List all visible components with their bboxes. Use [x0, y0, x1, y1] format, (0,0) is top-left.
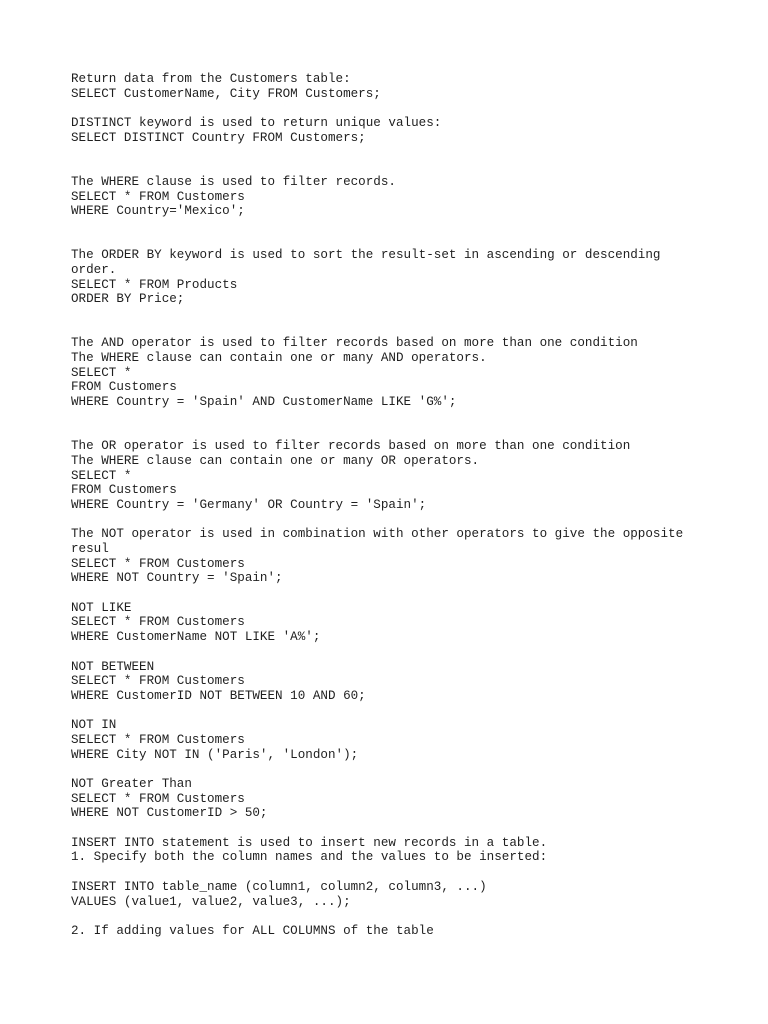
text-line: SELECT * FROM Products: [71, 277, 238, 292]
text-line: DISTINCT keyword is used to return unique values:: [71, 116, 442, 131]
blank-line: [71, 160, 751, 175]
text-line: NOT IN: [71, 718, 117, 733]
blank-line: [71, 645, 751, 660]
text-line: SELECT * FROM Customers: [71, 189, 245, 204]
blank-line: [71, 909, 751, 924]
blank-line: [71, 410, 751, 425]
text-line: order.: [71, 262, 117, 277]
text-line: WHERE Country = 'Germany' OR Country = 'Spain';: [71, 497, 427, 512]
text-line: SELECT * FROM Customers: [71, 732, 245, 747]
text-line: Return data from the Customers table:: [71, 72, 351, 86]
text-line: WHERE NOT Country = 'Spain';: [71, 571, 283, 586]
blank-line: [71, 865, 751, 880]
blank-line: [71, 307, 751, 322]
blank-line: [71, 322, 751, 337]
text-line: INSERT INTO table_name (column1, column2, column3, ...): [71, 879, 487, 894]
blank-line: [71, 762, 751, 777]
text-line: VALUES (value1, value2, value3, ...);: [71, 894, 351, 909]
text-line: SELECT * FROM Customers: [71, 674, 245, 689]
text-line: SELECT * FROM Customers: [71, 615, 245, 630]
text-line: SELECT *: [71, 468, 132, 483]
text-line: WHERE CustomerID NOT BETWEEN 10 AND 60;: [71, 688, 366, 703]
text-line: FROM Customers: [71, 483, 177, 498]
text-line: The NOT operator is used in combination with other operators to give the opposite: [71, 527, 684, 542]
blank-line: [71, 586, 751, 601]
text-line: SELECT *: [71, 365, 132, 380]
document-page: [71, 72, 751, 939]
text-line: NOT LIKE: [71, 600, 132, 615]
blank-line: [71, 821, 751, 836]
text-line: The WHERE clause is used to filter records.: [71, 174, 396, 189]
text-line: WHERE Country = 'Spain' AND CustomerName LIKE 'G%';: [71, 395, 457, 410]
text-line: SELECT * FROM Customers: [71, 556, 245, 571]
blank-line: [71, 234, 751, 249]
text-line: The WHERE clause can contain one or many OR operators.: [71, 453, 480, 468]
text-line: 2. If adding values for ALL COLUMNS of the table: [71, 923, 434, 938]
text-line: WHERE City NOT IN ('Paris', 'London');: [71, 747, 359, 762]
text-line: SELECT DISTINCT Country FROM Customers;: [71, 130, 366, 145]
text-line: The WHERE clause can contain one or many AND operators.: [71, 351, 487, 366]
blank-line: [71, 704, 751, 719]
text-line: The AND operator is used to filter records based on more than one condition: [71, 336, 638, 351]
text-line: ORDER BY Price;: [71, 292, 185, 307]
blank-line: [71, 145, 751, 160]
text-line: WHERE CustomerName NOT LIKE 'A%';: [71, 630, 321, 645]
blank-line: [71, 425, 751, 440]
text-line: INSERT INTO statement is used to insert new records in a table.: [71, 835, 548, 850]
text-line: NOT Greater Than: [71, 777, 192, 791]
text-line: The ORDER BY keyword is used to sort the result-set in ascending or descending: [71, 248, 661, 263]
blank-line: [71, 219, 751, 234]
text-line: FROM Customers: [71, 380, 177, 395]
text-line: SELECT CustomerName, City FROM Customers;: [71, 86, 381, 101]
blank-line: [71, 513, 751, 528]
text-line: The OR operator is used to filter records based on more than one condition: [71, 439, 631, 454]
text-line: NOT BETWEEN: [71, 659, 155, 674]
text-line: resul: [71, 542, 109, 556]
text-line: WHERE NOT CustomerID > 50;: [71, 806, 268, 821]
text-line: WHERE Country='Mexico';: [71, 204, 245, 219]
text-line: 1. Specify both the column names and the values to be inserted:: [71, 850, 548, 865]
text-line: SELECT * FROM Customers: [71, 791, 245, 806]
blank-line: [71, 101, 751, 116]
